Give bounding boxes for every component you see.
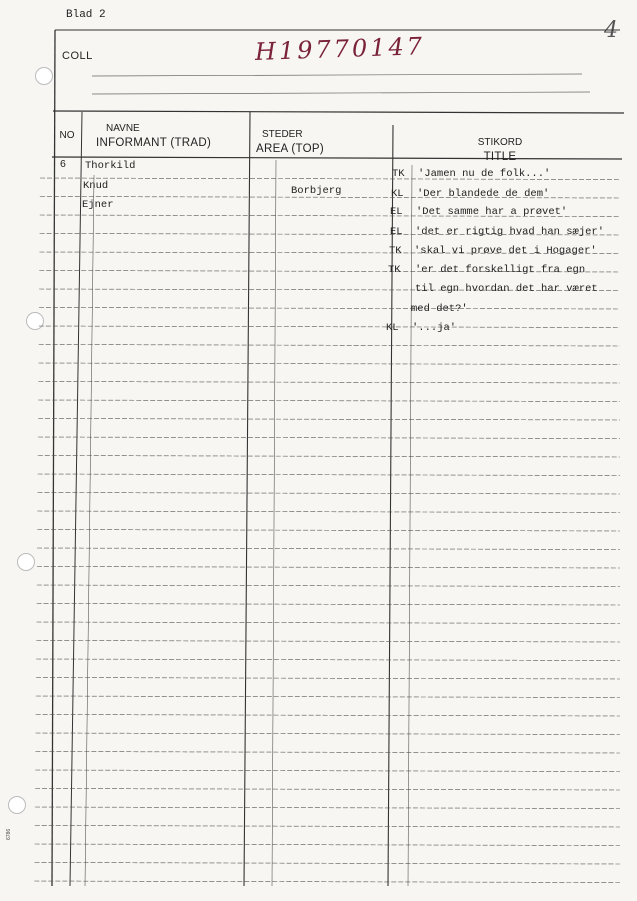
rule-line <box>38 437 620 439</box>
rule-line <box>36 696 620 698</box>
rule-line <box>39 363 621 365</box>
title-speaker-code: KL <box>386 322 399 334</box>
rule-line <box>36 678 620 680</box>
title-text: 'Der blandede de dem' <box>417 188 550 200</box>
area-value: Borbjerg <box>291 185 342 197</box>
title-text: 'Det samme har a prøvet' <box>416 206 568 218</box>
rule-line <box>36 622 620 624</box>
title-speaker-code: EL <box>390 226 403 238</box>
entry-no: 6 <box>60 158 66 170</box>
form-code: 6786 <box>6 828 12 840</box>
rule-line <box>39 326 620 328</box>
title-text: med det?' <box>411 303 468 315</box>
rule-line <box>35 844 620 846</box>
header-no: NO <box>59 130 75 141</box>
rule-line <box>39 308 620 310</box>
rule-line <box>36 641 620 643</box>
rule-line <box>39 345 620 347</box>
title-speaker-code: TK <box>389 245 402 257</box>
informant-name: Knud <box>83 180 109 192</box>
title-text: til egn hvordan det har været <box>415 283 598 295</box>
title-text: 'skal vi prøve det i Hogager' <box>414 245 597 257</box>
rule-line <box>35 752 620 754</box>
header-area <box>256 129 366 156</box>
rule-line <box>36 733 621 735</box>
rule-line <box>37 604 620 606</box>
rule-line <box>37 493 620 495</box>
page-number: 4 <box>604 18 618 43</box>
title-speaker-code: KL <box>391 188 404 200</box>
rule-line <box>36 715 620 717</box>
rule-line <box>35 789 620 791</box>
title-speaker-code: TK <box>388 264 401 276</box>
header-area-small: STEDER <box>262 129 303 140</box>
title-speaker-code: EL <box>390 206 403 218</box>
rule-line <box>37 567 620 569</box>
rule-line <box>37 585 620 587</box>
header-title-small: STIKORD <box>477 137 523 148</box>
title-text: 'er det forskelligt fra egn <box>415 264 586 276</box>
header-informant-big: INFORMANT (TRAD) <box>96 136 212 149</box>
coll-value: H19770147 <box>254 32 426 66</box>
title-text: 'Jamen nu de folk...' <box>418 168 551 180</box>
rule-line <box>35 826 620 828</box>
informant-name: Thorkild <box>85 160 136 172</box>
rule-line <box>38 419 620 421</box>
rule-line <box>36 659 620 661</box>
header-title <box>440 137 560 164</box>
rule-line <box>38 456 620 458</box>
informant-name: Ejner <box>82 199 114 211</box>
rule-line <box>34 863 620 865</box>
title-text: '...ja' <box>412 322 457 334</box>
rule-line <box>37 548 620 550</box>
title-text: 'det er rigtig hvad han sæjer' <box>415 226 605 238</box>
header-informant <box>96 123 246 150</box>
coll-label: COLL <box>62 50 93 62</box>
rule-line <box>38 400 620 402</box>
header-area-big: AREA (TOP) <box>256 142 324 155</box>
rule-line <box>38 382 620 384</box>
rule-line <box>37 511 620 513</box>
rule-line <box>37 530 620 532</box>
header-informant-small: NAVNE <box>106 123 140 134</box>
header-title-big: TITLE <box>483 150 517 163</box>
rule-line <box>38 474 620 476</box>
rule-line <box>35 807 620 809</box>
title-speaker-code: TK <box>392 168 405 180</box>
rule-line <box>34 881 620 883</box>
sheet-label: Blad 2 <box>66 9 106 21</box>
rule-line <box>35 770 620 772</box>
